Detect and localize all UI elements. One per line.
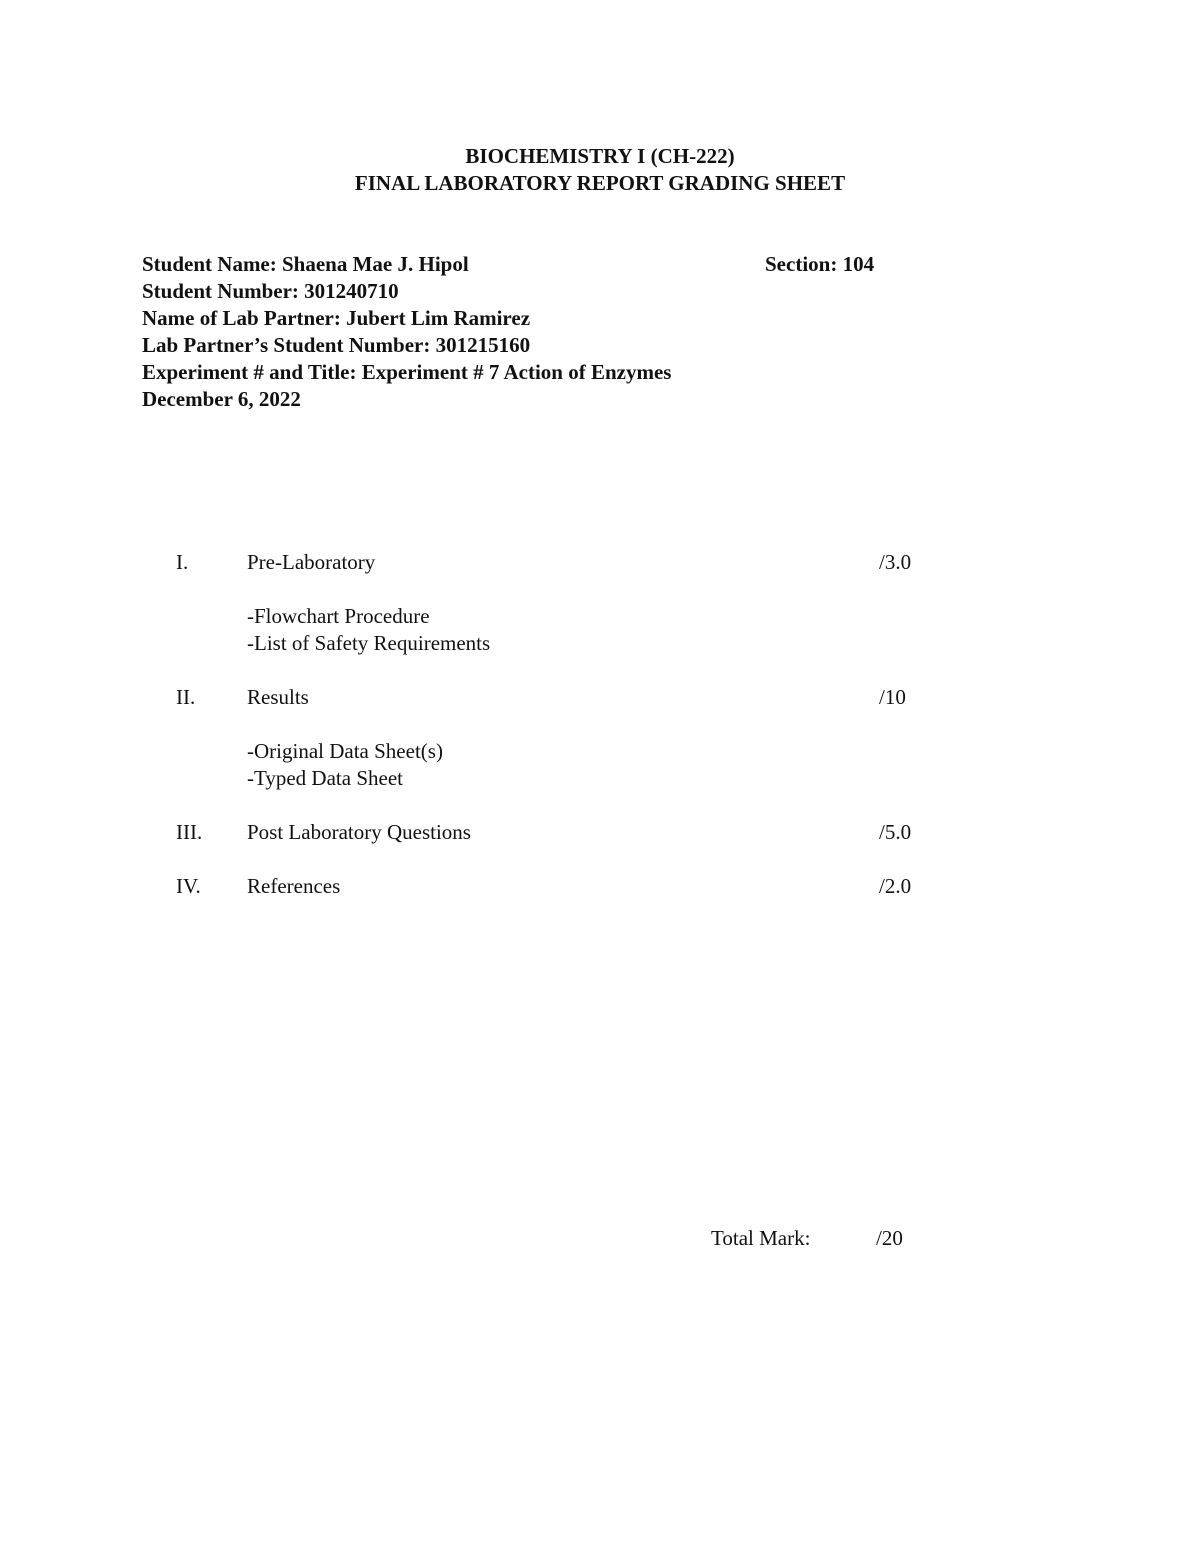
total-mark-score: /20 (876, 1226, 903, 1250)
grading-score-post-laboratory-questions: /5.0 (879, 820, 912, 844)
grading-numeral-2: II. (176, 685, 196, 709)
grading-score-results: /10 (879, 685, 906, 709)
grading-numeral-1: I. (176, 550, 189, 574)
experiment-title: Experiment # and Title: Experiment # 7 Action of Enzymes (142, 360, 672, 384)
grading-item-results: Results (247, 685, 309, 709)
grading-item-pre-laboratory: Pre-Laboratory (247, 550, 376, 574)
grading-numeral-3: III. (176, 820, 203, 844)
report-date: December 6, 2022 (142, 387, 301, 411)
subitem-safety-requirements: -List of Safety Requirements (247, 631, 491, 655)
grading-numeral-4: IV. (176, 874, 201, 898)
grading-item-references: References (247, 874, 341, 898)
lab-partner-name: Name of Lab Partner: Jubert Lim Ramirez (142, 306, 531, 330)
course-title: BIOCHEMISTRY I (CH-222) (465, 144, 735, 168)
section-number: Section: 104 (765, 252, 875, 276)
lab-partner-number: Lab Partner’s Student Number: 301215160 (142, 333, 531, 357)
student-name: Student Name: Shaena Mae J. Hipol (142, 252, 469, 276)
subitem-flowchart-procedure: -Flowchart Procedure (247, 604, 430, 628)
subitem-original-data-sheets: -Original Data Sheet(s) (247, 739, 443, 763)
sheet-title: FINAL LABORATORY REPORT GRADING SHEET (354, 171, 846, 195)
student-number: Student Number: 301240710 (142, 279, 399, 303)
grading-score-pre-laboratory: /3.0 (879, 550, 912, 574)
grading-item-post-laboratory-questions: Post Laboratory Questions (247, 820, 471, 844)
subitem-typed-data-sheet: -Typed Data Sheet (247, 766, 403, 790)
total-mark-label: Total Mark: (711, 1226, 811, 1250)
grading-score-references: /2.0 (879, 874, 912, 898)
